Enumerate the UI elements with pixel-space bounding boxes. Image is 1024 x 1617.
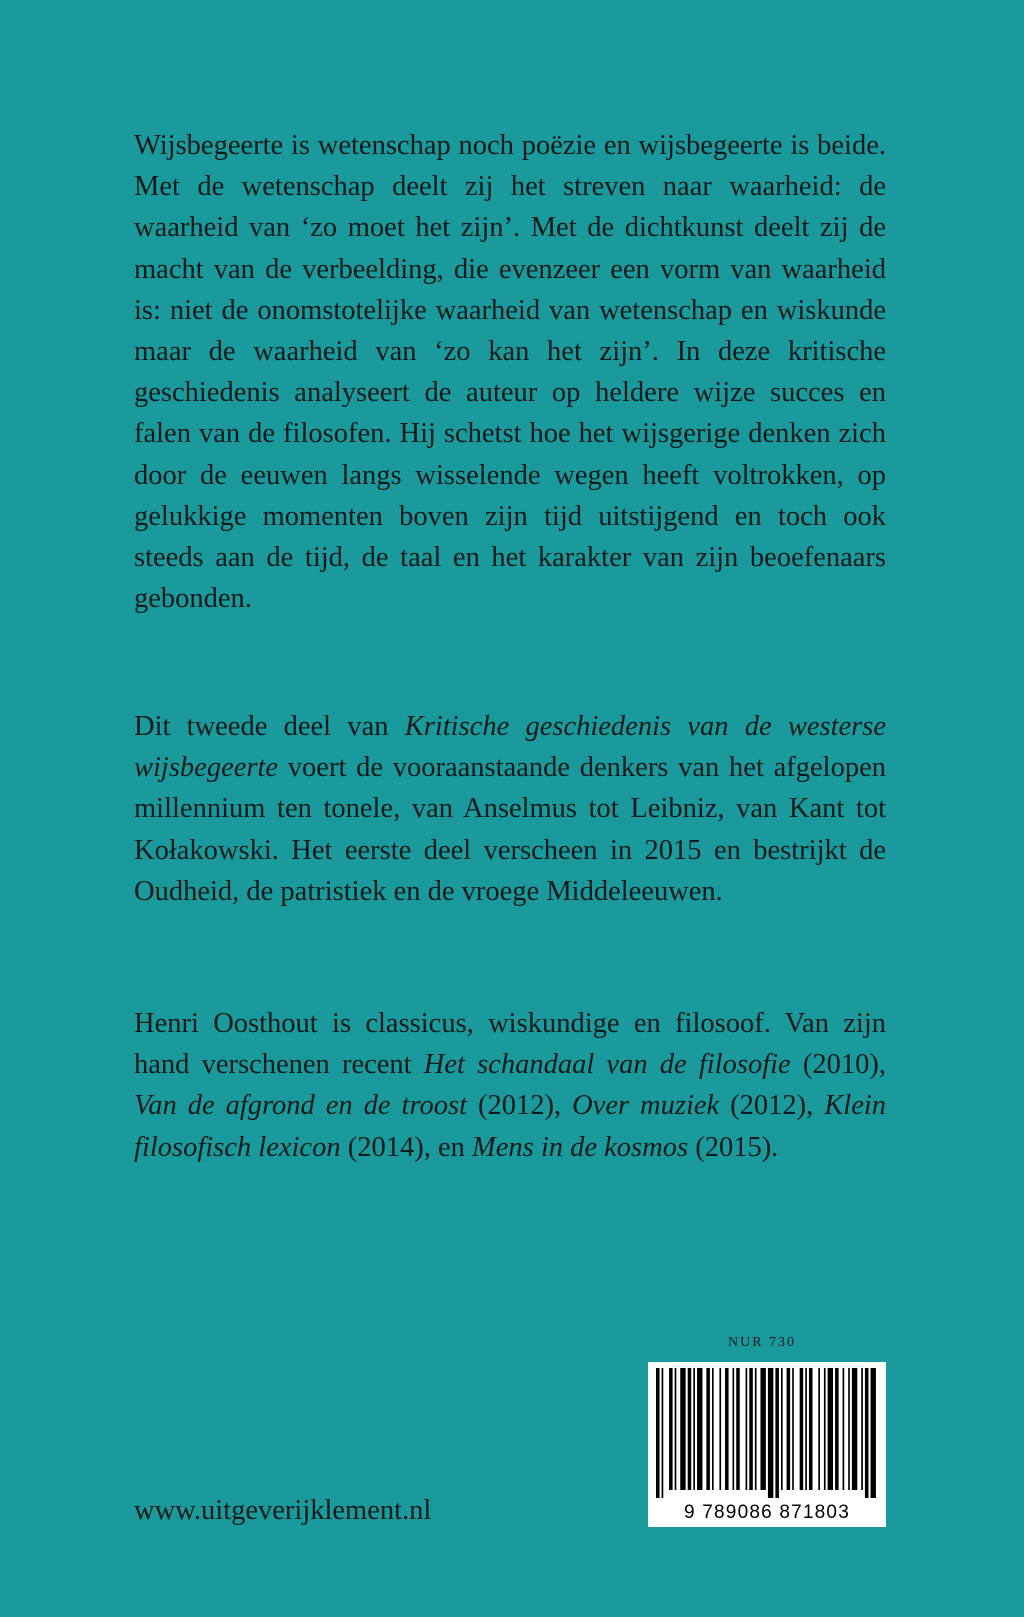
description-text: Wijsbegeerte is wetenschap noch poëzie en wijsbegeerte is beide. Met de wetenschap deelt zij het streven naar waarheid: de waarheid van ‘zo moet het zijn’. Met de dichtkunst deelt zij de macht van de verbeelding, die evenzeer een vorm van waarheid is: niet de onomstotelijke waarheid van wetenschap en wiskunde maar de waarheid van ‘zo kan het zijn’. In deze kritische geschiedenis analyseert de auteur op heldere wijze succes en falen van de filosofen. Hij schetst hoe het wijsgerige denken zich door de eeuwen langs wisselende wegen heeft voltrokken, op gelukkige momenten boven zijn tijd uitstijgend en toch ook steeds aan de tijd, de taal en het karakter van zijn beoefenaars gebonden. [134, 130, 886, 615]
book-title-4: Klein filosofisch lexicon [134, 1090, 887, 1163]
barcode-bar [852, 1368, 857, 1490]
book-title-3: Over muziek [572, 1090, 720, 1122]
barcode-bar [871, 1368, 876, 1498]
barcode-bar [706, 1368, 710, 1490]
book-year-2: (2012), [467, 1090, 573, 1122]
barcode-bar [835, 1368, 839, 1490]
author-intro: Henri Oosthout is classicus, wiskundige en filosoof. Van zijn hand verschenen recent [134, 1008, 886, 1081]
series-title: Kritische geschiedenis van de westerse wijsbegeerte [134, 711, 887, 784]
barcode-bar [828, 1368, 833, 1490]
barcode-bar [693, 1368, 695, 1490]
book-title-5: Mens in de kosmos [471, 1131, 689, 1163]
barcode-bar [843, 1368, 845, 1490]
barcode-bar [861, 1368, 863, 1490]
nur-code: NUR 730 [728, 1335, 797, 1350]
barcode-bar [688, 1368, 692, 1490]
barcode-bar [736, 1368, 740, 1490]
barcode-bar [755, 1368, 757, 1490]
book-title-1: Het schandaal van de filosofie [423, 1049, 791, 1081]
volume-paragraph [134, 706, 886, 912]
barcode-bars [656, 1368, 878, 1498]
isbn-barcode [648, 1362, 886, 1527]
barcode-bar [732, 1368, 734, 1490]
barcode-bar [662, 1368, 664, 1498]
barcode-bar [725, 1368, 729, 1490]
barcode-bar [787, 1368, 791, 1490]
book-title-2: Van de afgrond en de troost [134, 1090, 468, 1122]
barcode-bar [805, 1368, 807, 1490]
barcode-bar [746, 1368, 748, 1490]
barcode-bar [775, 1368, 779, 1498]
barcode-bar [824, 1368, 826, 1490]
barcode-bar [800, 1368, 804, 1490]
barcode-bar [760, 1368, 765, 1490]
barcode-bar [865, 1368, 869, 1498]
description-paragraph [134, 125, 886, 619]
barcode-bar [818, 1368, 820, 1490]
barcode-bar [712, 1368, 714, 1490]
volume-intro: Dit tweede deel van [134, 711, 405, 742]
barcode-bar [697, 1368, 702, 1490]
book-year-4: (2014), en [340, 1131, 472, 1163]
barcode-bar [768, 1368, 773, 1498]
barcode-bar [656, 1368, 660, 1498]
barcode-bar [669, 1368, 673, 1490]
barcode-bar [675, 1368, 677, 1490]
author-bio-paragraph [134, 1003, 886, 1168]
barcode-bar [749, 1368, 753, 1490]
book-year-1: (2010), [790, 1049, 886, 1081]
isbn-digits: 9 789086 871803 [684, 1502, 850, 1523]
barcode-bar [809, 1368, 813, 1490]
barcode-bar [792, 1368, 794, 1490]
book-year-5: (2015). [688, 1131, 779, 1163]
book-year-3: (2012), [719, 1090, 825, 1122]
publisher-website: www.uitgeverijklement.nl [134, 1495, 432, 1526]
barcode-bar [719, 1368, 721, 1490]
barcode-bar [680, 1368, 685, 1490]
volume-text: voert de vooraanstaande denkers van het afgelopen millennium ten tonele, van Anselmus tot Leibniz, van Kant tot Kołakowski. Het eerste deel verscheen in 2015 en bestrijkt de Oudheid, de patristiek en de vroege Middeleeuwen. [134, 752, 886, 907]
barcode-bar [848, 1368, 850, 1490]
barcode-bar [781, 1368, 783, 1490]
